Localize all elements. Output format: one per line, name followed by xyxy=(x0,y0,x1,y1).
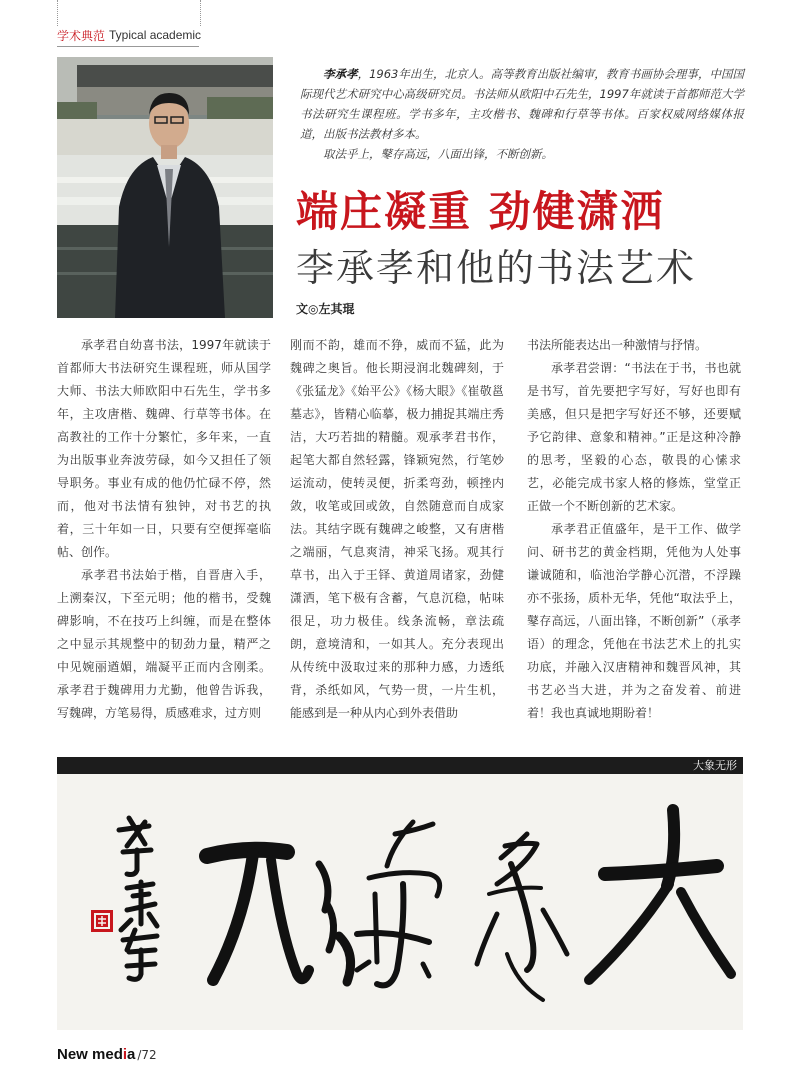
seal-stamp-icon xyxy=(91,910,113,932)
brand-prefix: New med xyxy=(57,1046,123,1063)
article-subtitle: 李承孝和他的书法艺术 xyxy=(296,246,697,290)
body-column-1 xyxy=(57,334,271,725)
author-bio-text: ，1963年出生，北京人。高等教育出版社编审，教育书画协会理事，中国国际现代艺术研究中心高级研究员。书法师从欧阳中石先生，1997年就读于首都师范大学书法研究生课程班。学书多年，主攻楷书、魏碑和行草等书体。百家权威网络媒体报道，出版书法教材多本。 xyxy=(300,67,745,141)
body-column-2 xyxy=(290,334,504,725)
section-tag-en: Typical academic xyxy=(109,28,202,42)
article-byline: 文◎左其琨 xyxy=(296,302,355,316)
brand-suffix: a xyxy=(127,1046,136,1063)
paragraph: 承孝君自幼喜书法，1997年就读于首都师大书法研究生课程班，师从国学大师、书法大师欧阳中石先生，学书多年，主攻唐楷、魏碑、行草等书体。在高教社的工作十分繁忙，多年来，一直为出版事业奔波劳碌，如今又担任了领导职务。事业有成的他仍忙碌不停，然而，他对书法情有独钟，对书艺的执着，三十年如一日，只要有空便挥毫临帖、创作。 xyxy=(57,338,271,559)
artwork-caption: 大象无形 xyxy=(693,759,737,772)
paragraph: 承孝君正值盛年，是干工作、做学问、研书艺的黄金档期，凭他为人处事谦诚随和，临池治学静心沉潜，不浮躁亦不张扬，质朴无华，凭他“取法乎上，鼕存高远，八面出锋，不断创新”（承孝语）的理念，凭他在书法艺术上的扎实功底，并融入汉唐精神和魏晋风神，其书艺必当大进，并为之奋发着、前进着！我也真诚地期盼着！ xyxy=(527,522,741,720)
calligraphy-artwork xyxy=(57,774,743,1030)
paragraph: 承孝君尝谓：“书法在于书，书也就是书写，首先要把字写好，写好也即有美感，但只是把字写好还不够，还要赋予它韵律、意象和精神。”正是这种冷静的思考，坚毅的心态，敬畏的心愫求艺，必能完成书家人格的修炼，堂堂正正做一个不断创新的艺术家。 xyxy=(527,361,741,513)
author-portrait-photo xyxy=(57,57,273,318)
artwork-caption-bar xyxy=(57,757,743,774)
brand-accent: i xyxy=(122,1046,128,1063)
article-title: 端庄凝重 劲健潇洒 xyxy=(296,187,665,236)
header-guide-lines xyxy=(57,0,201,26)
page-footer xyxy=(57,1046,157,1068)
author-bio xyxy=(300,64,744,144)
paragraph: 承孝君书法始于楷，自晋唐入手，上溯秦汉，下至元明；他的楷书，受魏碑影响，不在技巧上纠缠，而是在整体之中显示其规整中的韧劲力量，精严之中见婉丽遒媚，端凝平正而内含刚柔。承孝君于魏碑用力尤勤，他曾告诉我，写魏碑，方笔易得，质感难求，过方则 xyxy=(57,568,271,720)
section-tag xyxy=(57,26,201,44)
paragraph: 书法所能表达出一种激情与抒情。 xyxy=(527,338,708,352)
body-column-3 xyxy=(527,334,741,725)
author-intro xyxy=(300,64,744,164)
page-number: /72 xyxy=(137,1048,157,1062)
paragraph: 刚而不韵，雄而不狰，威而不猛，此为魏碑之奥旨。他长期浸润北魏碑刻，于《张猛龙》《始平公》《杨大眼》《崔敬邕墓志》，皆精心临摹，极力捕捉其端庄秀洁，大巧若拙的精髓。观承孝君书作，起笔大都自然轻露，锋颖宛然，行笔妙运流动，使转灵便，折柔弯劲，顿挫内敛，收笔或回或敛，自然随意而自成家法。其结字既有魏碑之峻整，又有唐楷之端丽，气息爽清，神采飞扬。观其行草书，出入于王铎、黄道周诸家，劲健潇洒，笔下极有含蓄，气息沉稳，帖味很足，功力极佳。线条流畅，章法疏朗，意境清和，一如其人。充分表现出从传统中汲取过来的那种力感，力透纸背，杀纸如风，气势一贯，一片生机，能感到是一种从内心到外表借助 xyxy=(290,338,504,720)
author-name: 李承孝 xyxy=(323,67,358,81)
author-motto: 取法乎上，鼕存高远，八面出锋，不断创新。 xyxy=(323,147,553,161)
magazine-brand xyxy=(57,1046,135,1063)
section-tag-cn: 学术典范 xyxy=(57,28,106,43)
header-underline xyxy=(57,46,199,47)
